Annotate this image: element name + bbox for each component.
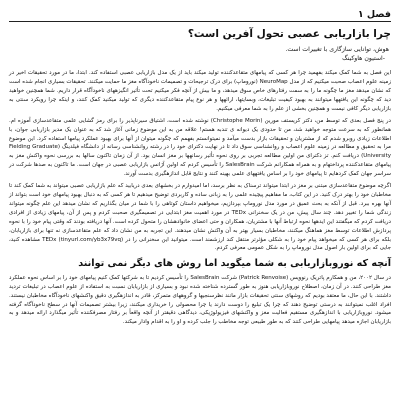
- body-paragraph: در سال ۲۰۰۲، من و همکارم پاتریک رنوویس (Patrick Renvoise) شرکت SalesBrain را تأسیس کردیم تا به شرکتها کمک کنیم پیامهای خود را بر اساس نحوه عملکرد مغز طراحی کنند. در آن زمان، اصطلاح نوروبازاریابی هنوز به طور گسترده شناخته شده نبود و بسیاری از بازاریابان نسبت به استفاده از علوم اعصاب در تبلیغات تردید داشتند. با این حال، ما معتقد بودیم که روشهای سنتی تحقیقات بازار مانند نظرسنجیها و گروههای متمرکز، قادر به اندازهگیری دقیق واکنشهای ناخودآگاه مخاطبان نیستند. افراد اغلب نمیتوانند به درستی توضیح دهند که چرا یک تبلیغ را دوست دارند یا چرا محصولی را خریداری میکنند، زیرا بیشتر تصمیمات آنها در سطح ناخودآگاه گرفته میشود. نوروبازاریابی با اندازهگیری مستقیم فعالیت مغز و واکنشهای فیزیولوژیکی، دیدگاهی دقیقتر از آنچه واقعاً بر رفتار مصرفکننده تأثیر میگذارد ارائه میدهد و به بازاریابان اجازه میدهد پیامهایی طراحی کنند که به طور طبیعی توجه مخاطب را جلب کرده و او را به اقدام وادار میکند.: [9, 274, 392, 326]
- body-paragraph: اگرچه موضوع متقاعدسازی مبتنی بر مغز در ابتدا میتواند ترسناک به نظر برسد، اما امیدوارم در بخشهای بعدی دریابید که علم بازاریابی عصبی میتواند به شما کمک کند تا مخاطبان خود را بهتر درک کنید. در این کتاب، ما مفاهیم پیچیده علمی را به زبانی ساده و کاربردی توضیح میدهیم تا هر کسی که به دنبال بهبود پیامهای خود است بتواند از آنها بهره ببرد. قبل از آنکه به بحث عمیق در مورد مدل نوروماپ بپردازیم، میخواهیم داستان کوتاهی را با شما در میان بگذاریم که نشان میدهد این علم چگونه میتواند زندگی شما را تغییر دهد. چند سال پیش، من در یک سخنرانی TEDx در مورد اهمیت مغز ابتدایی در تصمیمگیری صحبت کردم و پس از آن، پیامهای زیادی از افرادی دریافت کردم که میگفتند این ایدهها نحوه ارتباط آنها با مشتریان، همکاران و حتی اعضای خانوادهشان را متحول کرده است. آنها دریافته بودند که وقتی پیام خود را با نحوه پردازش اطلاعات توسط مغز هماهنگ میکنند، مخاطبان بسیار بهتر به آن واکنش نشان میدهند. این تجربه به من نشان داد که علم متقاعدسازی نه تنها برای بازاریابان، بلکه برای هر کسی که میخواهد پیام خود را به شکلی مؤثرتر منتقل کند ارزشمند است. میتوانید این سخنرانی را در TEDx (tinyurl.com/yb3x79vq) مشاهده کنید، جایی که برای اولین بار اصول مدل نوروماپ را به شکل عمومی معرفی کردم.: [9, 183, 391, 252]
- quote-author: -استیون هاوکینگ: [342, 54, 385, 62]
- chapter-header: [9, 4, 391, 22]
- body-paragraph: در پنج فصل بعدی که توسط من، دکتر کریستف مورین (Christophe Morin) نوشته شده است، اشتیاق سیرناپذیر را برای رمز گشایی علمی متقاعدسازی آموزه ام. همانطور که به سرعت متوجه خواهید شد، من تا حدودی یک دیوانه ی تندبه هستم! علاقه من به این موضوع زمانی آغاز شد که به عنوان یک مدیر بازاریابی جوان، با اطلاعات زیادی روبرو شدم که از مشتریان و تحقیقات بازار بدست میآمد و نمیتوانستم بفهمم که چگونه میتوان از آنها برای بهبود عملکرد پیامها استفاده کرد. این موضوع مرا به تحقیق و مطالعه در زمینه علوم اعصاب و روانشناسی سوق داد تا در نهایت دکترای خود را در رشته روانشناسی رسانه از دانشگاه فیلدینگ (Fielding Graduate University) دریافت کنم. تز دکترای من اولین مطالعه تجربی بر روی نحوه تأثیر رسانهها بر مغز انسان بود. از آن زمان تاکنون سالها به بررسی نحوه واکنش مغز به پیامهای متقاعدکننده پرداختهام و به همراه همکارانم شرکت SalesBrain را تأسیس کردم که اولین آژانس بازاریابی عصبی در جهان است. ما تاکنون به صدها شرکت در سراسر جهان کمک کردهایم تا پیامهای خود را بر اساس یافتههای علمی بهینه کنند و نتایج قابل اندازهگیری بدست آورند.: [9, 117, 392, 178]
- quote-text: هوش، توانایی سازگاری با تغییرات است.: [285, 45, 389, 53]
- epigraph-quote: [9, 45, 389, 64]
- section-title-why-transformational: چرا بازاریابی عصبی تحول آفرین است؟: [187, 28, 391, 40]
- chapter-label: فصل ۱: [357, 9, 391, 20]
- section-title-what-neuromarketing-tells: آنچه که نوروبازاریابی به شما میگوید اما روش های دیگر نمی توانند: [78, 258, 391, 270]
- body-paragraph: این فصل به شما کمک میکند بفهمید چرا هر کسی که پیامهای متقاعدکننده تولید میکند باید از یک مدل بازاریابی عصبی استفاده کند. ابتدا، ما در مورد تحقیقات اخیر در زمینه علوم اعصاب صحبت میکنیم که از مدل NeuroMap (نوروماپ) برای درک ترجیحات و تصمیمات ناخودآگاه مغز ما حمایت میکنند. تحقیقات بسیاری انجام شده است که نشان میدهد مغز ما چگونه ما را به سمت رفتارهای خاص سوق میدهد، و ما بیش از آنچه فکر میکنیم تحت تأثیر انگیزههای ناخودآگاه قرار داریم. شما همچنین خواهید دید که چگونه این یافتهها میتوانند به بهبود کیفیت تبلیغات، وبسایتها، ارائهها و هر نوع پیام متقاعدکننده دیگری که تولید میکنید کمک کنند، و اینکه چرا رویکرد سنتی به بازاریابی دیگر کافی نیست و همچنین بخشی از علم را به شما معرفی میکنیم.: [9, 70, 392, 112]
